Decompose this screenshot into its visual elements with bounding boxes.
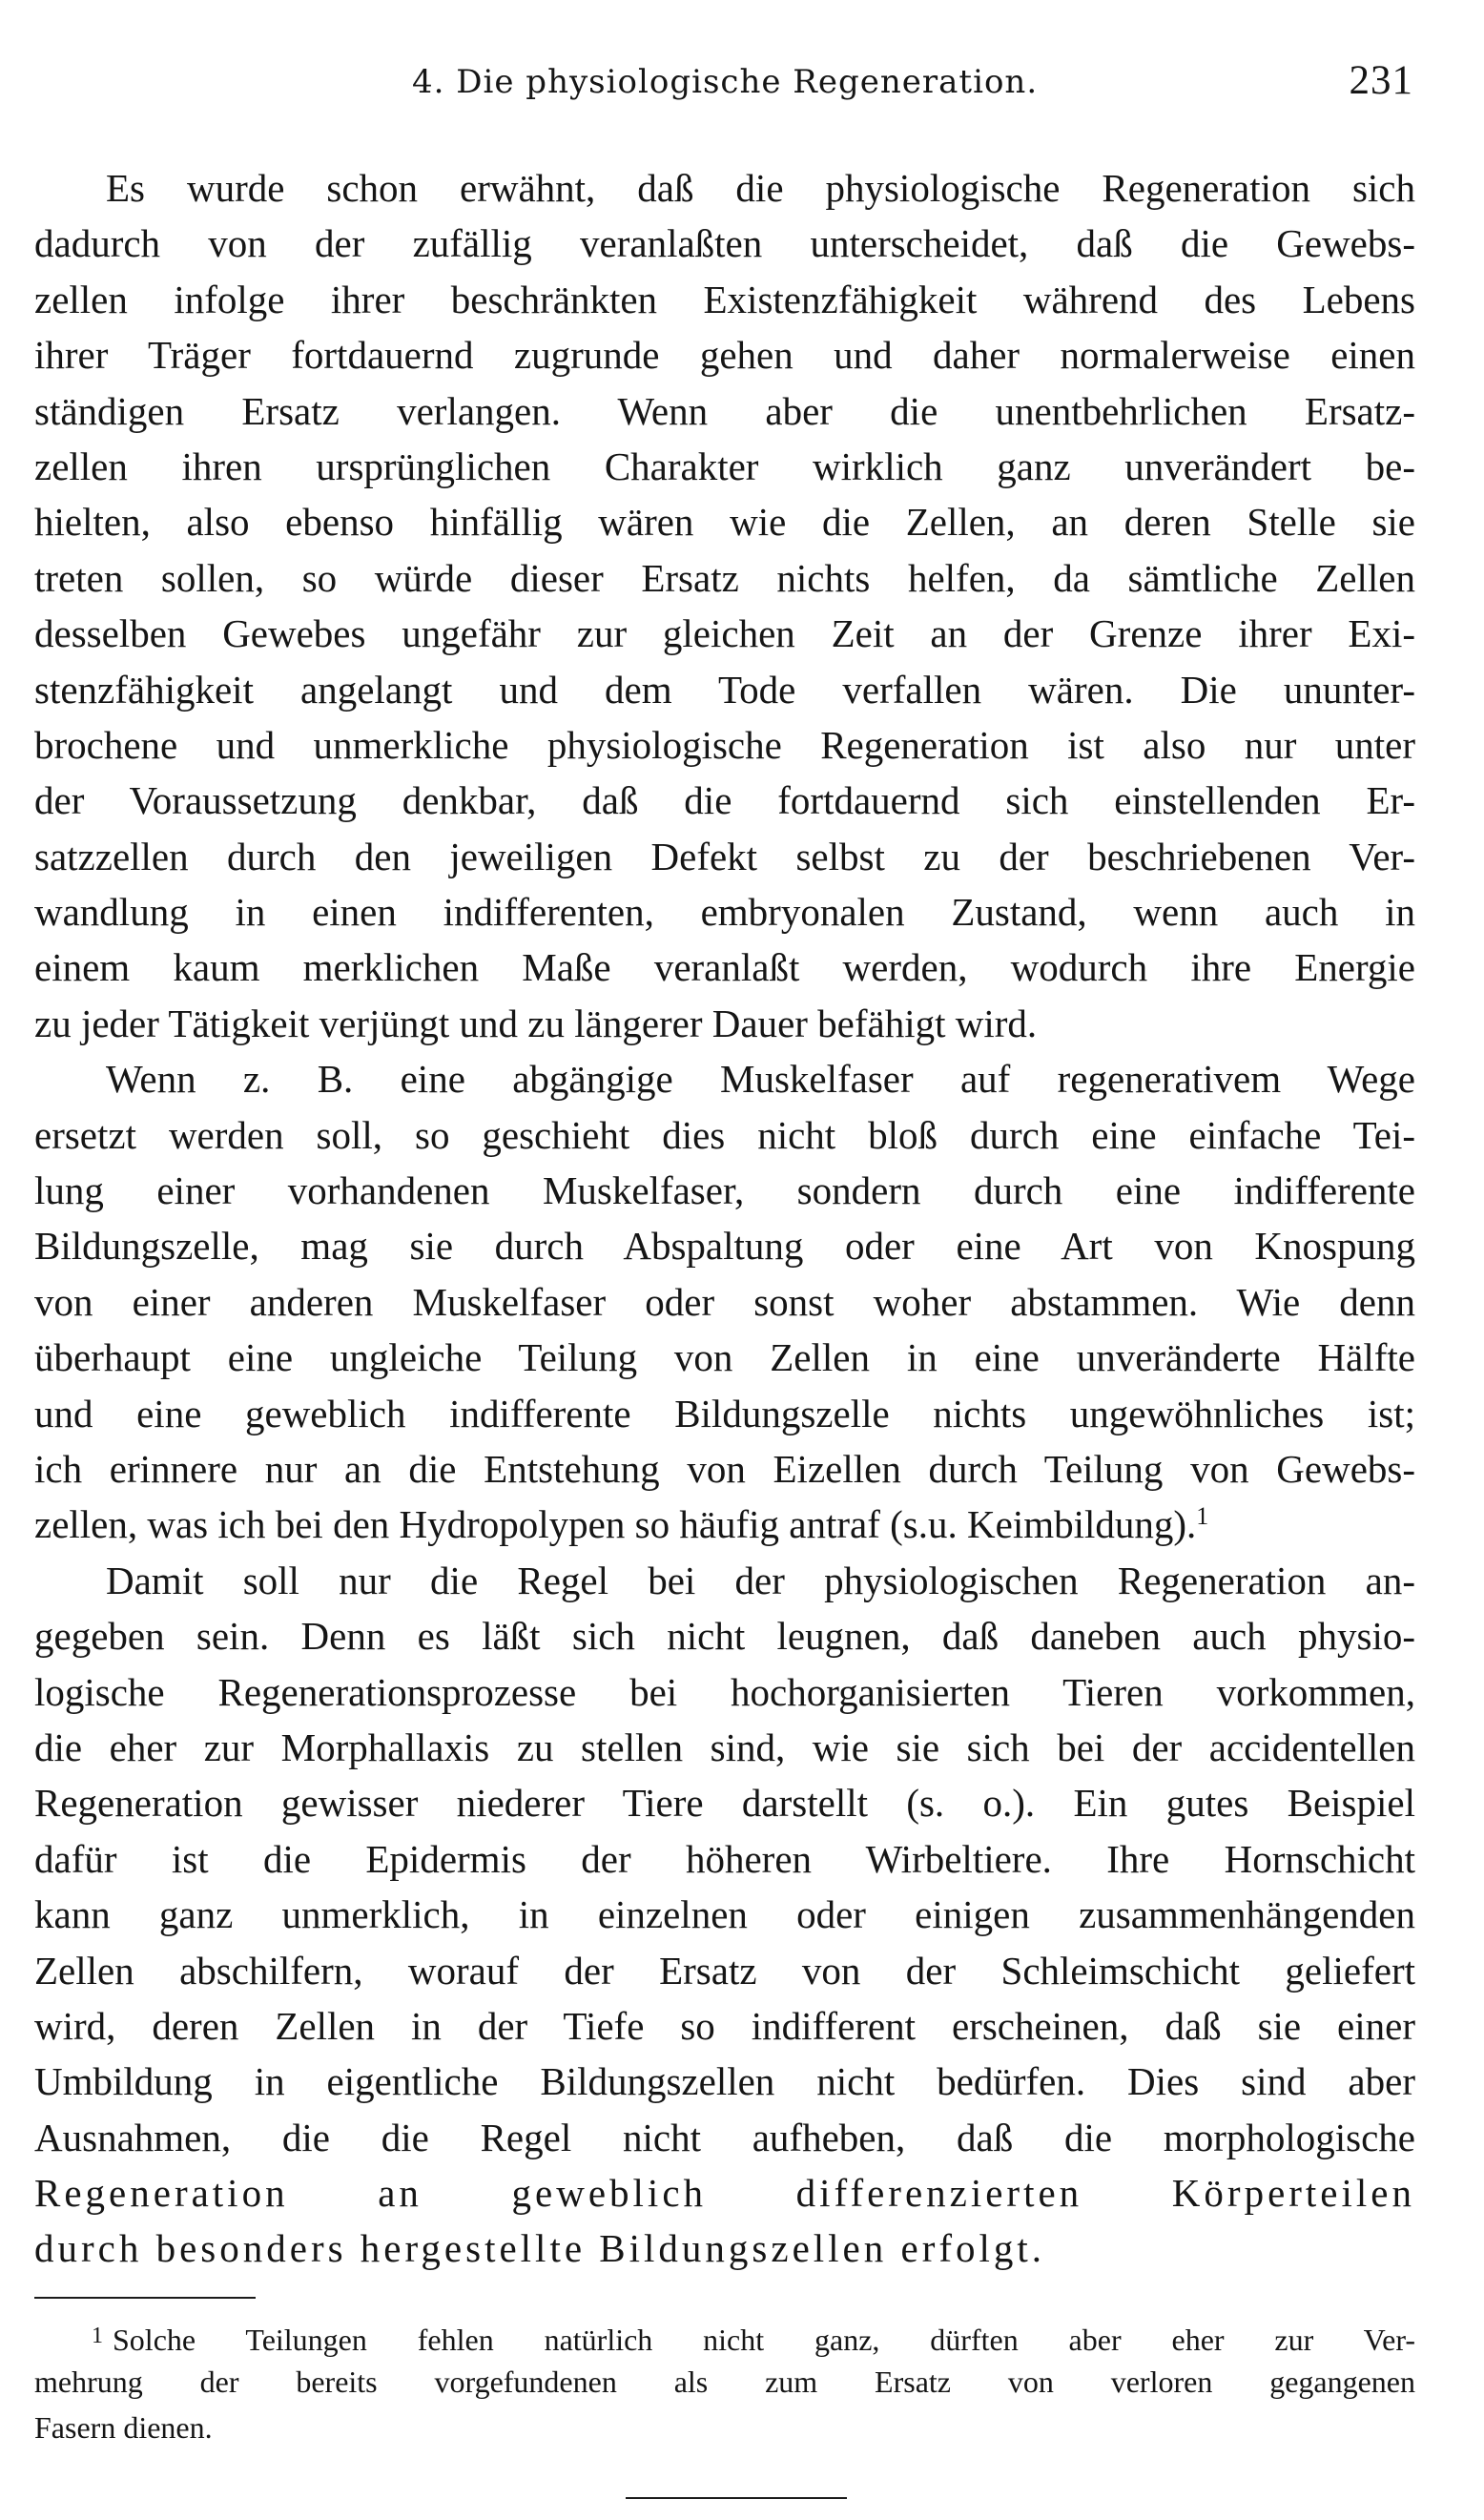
text-line: desselben Gewebes ungefähr zur gleichen Zeit an der Grenze ihrer Exi- <box>34 611 1415 656</box>
text-line: lung einer vorhandenen Muskelfaser, sondern durch eine indifferente <box>34 1168 1415 1213</box>
text-line: zellen infolge ihrer beschränkten Existenzfähigkeit während des Lebens <box>34 277 1415 321</box>
footnote <box>34 2313 1415 2450</box>
text-line: Damit soll nur die Regel bei der physiologischen Regeneration an- <box>106 1558 1415 1602</box>
text-line: kann ganz unmerklich, in einzelnen oder einigen zusammenhängenden <box>34 1892 1415 1937</box>
text-line: von einer anderen Muskelfaser oder sonst woher abstammen. Wie denn <box>34 1279 1415 1324</box>
text-line: treten sollen, so würde dieser Ersatz nichts helfen, da sämtliche Zellen <box>34 555 1415 600</box>
text-line: wird, deren Zellen in der Tiefe so indifferent erscheinen, daß sie einer <box>34 2003 1415 2048</box>
text-line: Ausnahmen, die die Regel nicht aufheben, daß die morphologische <box>34 2115 1415 2159</box>
text-line: Zellen abschilfern, worauf der Ersatz von der Schleimschicht geliefert <box>34 1948 1415 1993</box>
running-head <box>0 57 1484 114</box>
footnote-reference: 1 <box>1196 1502 1209 1531</box>
text-line: einem kaum merklichen Maße veranlaßt werden, wodurch ihre Energie <box>34 945 1415 990</box>
text-line: brochene und unmerkliche physiologische Regeneration ist also nur unter <box>34 722 1415 767</box>
text-line: Umbildung in eigentliche Bildungszellen nicht bedürfen. Dies sind aber <box>34 2059 1415 2104</box>
text-line: Wenn z. B. eine abgängige Muskelfaser auf regenerativem Wege <box>106 1057 1415 1102</box>
footnote-line <box>34 2313 1415 2359</box>
end-rule <box>626 2497 847 2499</box>
body-text <box>34 160 1415 2277</box>
footnote-separator <box>34 2297 256 2299</box>
text-line: zu jeder Tätigkeit verjüngt und zu längerer Dauer befähigt wird. <box>34 1001 1038 1045</box>
text-line-spaced: durch besonders hergestellte Bildungszellen erfolgt. <box>34 2226 1046 2271</box>
text-line: wandlung in einen indifferenten, embryonalen Zustand, wenn auch in <box>34 890 1415 935</box>
text-line: ich erinnere nur an die Entstehung von Eizellen durch Teilung von Gewebs- <box>34 1446 1415 1491</box>
text-line: dadurch von der zufällig veranlaßten unterscheidet, daß die Gewebs- <box>34 221 1415 266</box>
text-line: die eher zur Morphallaxis zu stellen sind, wie sie sich bei der accidentellen <box>34 1725 1415 1769</box>
text-line: logische Regenerationsprozesse bei hochorganisierten Tieren vorkommen, <box>34 1669 1415 1714</box>
text-line-with-footnote <box>34 1497 1415 1552</box>
text-line: satzzellen durch den jeweiligen Defekt selbst zu der beschriebenen Ver- <box>34 834 1415 878</box>
text-line: hielten, also ebenso hinfällig wären wie die Zellen, an deren Stelle sie <box>34 500 1415 545</box>
text-line: zellen ihren ursprünglichen Charakter wirklich ganz unverändert be- <box>34 444 1415 488</box>
text-line: ihrer Träger fortdauernd zugrunde gehen und daher normalerweise einen <box>34 333 1415 378</box>
text-line: zellen, was ich bei den Hydropolypen so häufig antraf (s.u. Keimbildung). <box>34 1502 1197 1547</box>
footnote-line: mehrung der bereits vorgefundenen als zum Ersatz von verloren gegangenen <box>34 2365 1415 2399</box>
text-line-spaced: Regeneration an geweblich differenzierten Körperteilen <box>34 2171 1415 2216</box>
text-line: und eine geweblich indifferente Bildungszelle nichts ungewöhnliches ist; <box>34 1391 1415 1436</box>
text-line: Es wurde schon erwähnt, daß die physiologische Regeneration sich <box>106 166 1415 210</box>
text-line: ersetzt werden soll, so geschieht dies nicht bloß durch eine einfache Tei- <box>34 1112 1415 1157</box>
footnote-marker: 1 <box>92 2324 103 2348</box>
text-line: der Voraussetzung denkbar, daß die fortdauernd sich einstellenden Er- <box>34 778 1415 823</box>
text-line: Bildungszelle, mag sie durch Abspaltung oder eine Art von Knospung <box>34 1224 1415 1269</box>
text-line: Regeneration gewisser niederer Tiere darstellt (s. o.). Ein gutes Beispiel <box>34 1781 1415 1826</box>
text-line: überhaupt eine ungleiche Teilung von Zellen in eine unveränderte Hälfte <box>34 1335 1415 1380</box>
running-title: 4. Die physiologische Regeneration. <box>412 63 1039 101</box>
text-line: dafür ist die Epidermis der höheren Wirbeltiere. Ihre Hornschicht <box>34 1836 1415 1881</box>
text-line: gegeben sein. Denn es läßt sich nicht leugnen, daß daneben auch physio- <box>34 1614 1415 1659</box>
page-number: 231 <box>1349 58 1413 103</box>
footnote-text: Solche Teilungen fehlen natürlich nicht ganz, dürften aber eher zur Ver- <box>113 2323 1415 2357</box>
text-line: stenzfähigkeit angelangt und dem Tode verfallen wären. Die ununter- <box>34 667 1415 712</box>
footnote-line: Fasern dienen. <box>34 2410 213 2445</box>
text-line: ständigen Ersatz verlangen. Wenn aber die unentbehrlichen Ersatz- <box>34 388 1415 433</box>
